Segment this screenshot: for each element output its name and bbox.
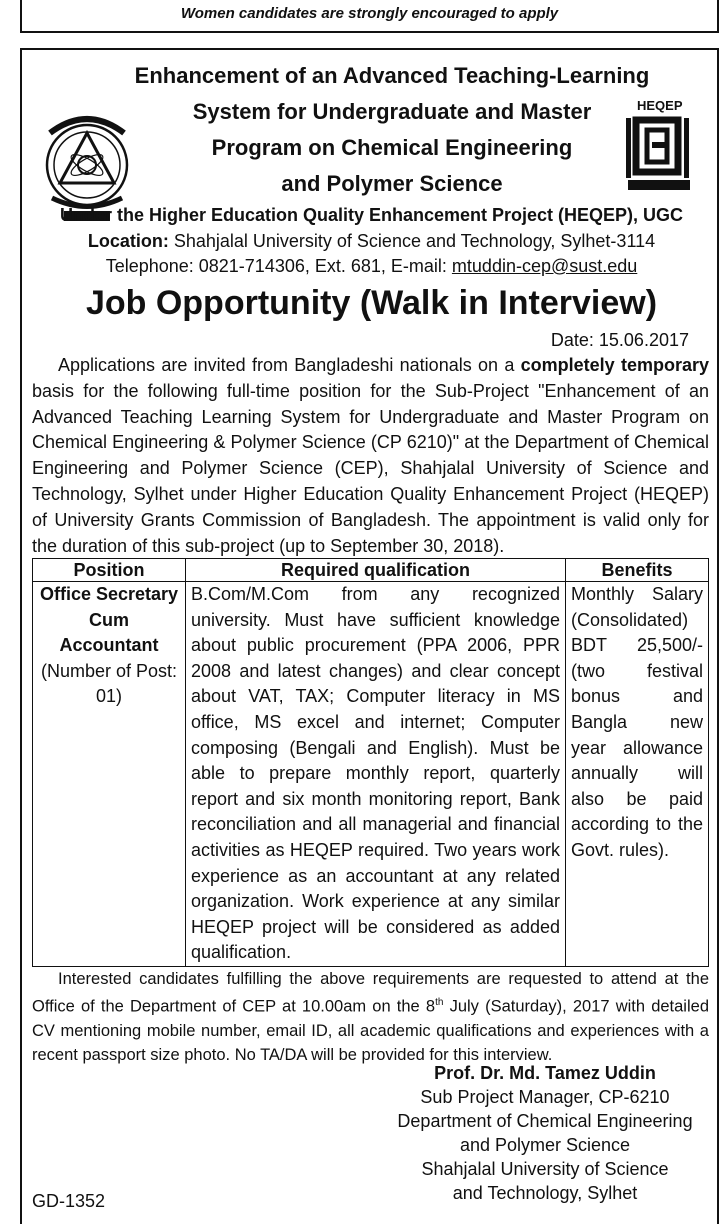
location-line (22, 231, 721, 252)
location-label: Location: (87, 231, 169, 251)
notice-date: Date: 15.06.2017 (550, 330, 689, 350)
table-header-row (33, 559, 709, 582)
position-title: Office Secretary Cum Accountant (39, 584, 179, 656)
benefits-cell: Monthly Salary (Consolidated) BDT 25,500/- (two festival bonus and Bangla new year allowance annually will also be paid according to the Govt. rules). (566, 582, 709, 967)
advertisement-box (20, 48, 719, 1224)
position-table (32, 558, 709, 967)
heqep-label: HEQEP (637, 98, 683, 113)
project-title (92, 58, 692, 202)
location-value: Shahjalal University of Science and Technology, Sylhet-3114 (168, 231, 656, 251)
intro-paragraph (32, 353, 709, 559)
closing-sup: th (435, 997, 444, 1008)
intro-text: basis for the following full-time position for the Sub-Project "Enhancement of an Advanced Teaching Learning System for Undergraduate and Master Program on Chemical Engineering & Polymer Science (CP 6210)" at the Department of Chemical Engineering and Polymer Science (CEP), Shahjalal University of Science and Technology, Sylhet under Higher Education Quality Enhancement Project (HEQEP) of University Grants Commission of Bangladesh. The appointment is valid only for the duration of this sub-project (up to September 30, 2018). (32, 380, 709, 556)
signatory-name: Prof. Dr. Md. Tamez Uddin (434, 1063, 656, 1083)
header-position: Position (33, 559, 186, 582)
intro-text: Applications are invited from Bangladeshi nationals on a (58, 355, 521, 375)
signatory-line: and Technology, Sylhet (452, 1183, 638, 1203)
signature-block (382, 1061, 708, 1205)
position-cell (33, 582, 186, 967)
header-benefits: Benefits (566, 559, 709, 582)
contact-line (22, 256, 721, 277)
signatory-line: Shahjalal University of Science (421, 1159, 669, 1179)
signatory-line: and Polymer Science (459, 1135, 631, 1155)
title-line: Program on Chemical Engineering (211, 135, 573, 160)
signatory-line: Department of Chemical Engineering (397, 1111, 693, 1131)
closing-paragraph (32, 967, 709, 1067)
telephone-text: Telephone: 0821-714306, Ext. 681, E-mail: (105, 256, 452, 276)
qualification-cell: B.Com/M.Com from any recognized university. Must have sufficient knowledge about public procurement (PPA 2006, PPR 2008 and latest changes) and clear concept about VAT, TAX; Computer literacy in MS office, MS excel and internet; Computer composing (Bengali and English). Must be able to prepare monthly report, quarterly report and six month monitoring report, Bank reconciliation and all managerial and financial activities as HEQEP required. Two years work experience as an accountant at any related organization. Work experience at any similar HEQEP project will be considered as added qualification. (186, 582, 566, 967)
gd-number: GD-1352 (32, 1191, 106, 1211)
intro-bold: completely temporary (520, 355, 709, 375)
title-line: and Polymer Science (281, 171, 503, 196)
top-notice: Women candidates are strongly encouraged to apply (20, 0, 719, 33)
title-line: Enhancement of an Advanced Teaching-Learning (134, 63, 650, 88)
job-title: Job Opportunity (Walk in Interview) (85, 284, 658, 322)
email-link[interactable]: mtuddin-cep@sust.edu (451, 256, 638, 276)
signatory-line: Sub Project Manager, CP-6210 (420, 1087, 670, 1107)
header-qualification: Required qualification (186, 559, 566, 582)
position-note: (Number of Post: 01) (40, 660, 178, 707)
table-row (33, 582, 709, 967)
closing-text: July (Saturday), 2017 with detailed CV mentioning mobile number, email ID, all academic qualifications and experiences with a recent passport size photo. No TA/DA will be provided for this interview. (32, 997, 709, 1064)
project-line: Under the Higher Education Quality Enhancement Project (HEQEP), UGC (59, 205, 684, 225)
closing-text: Interested candidates fulfilling the above requirements are requested to attend at the Office of the Department of CEP at 10.00am on the 8 (32, 970, 709, 1016)
title-line: System for Undergraduate and Master (192, 99, 592, 124)
